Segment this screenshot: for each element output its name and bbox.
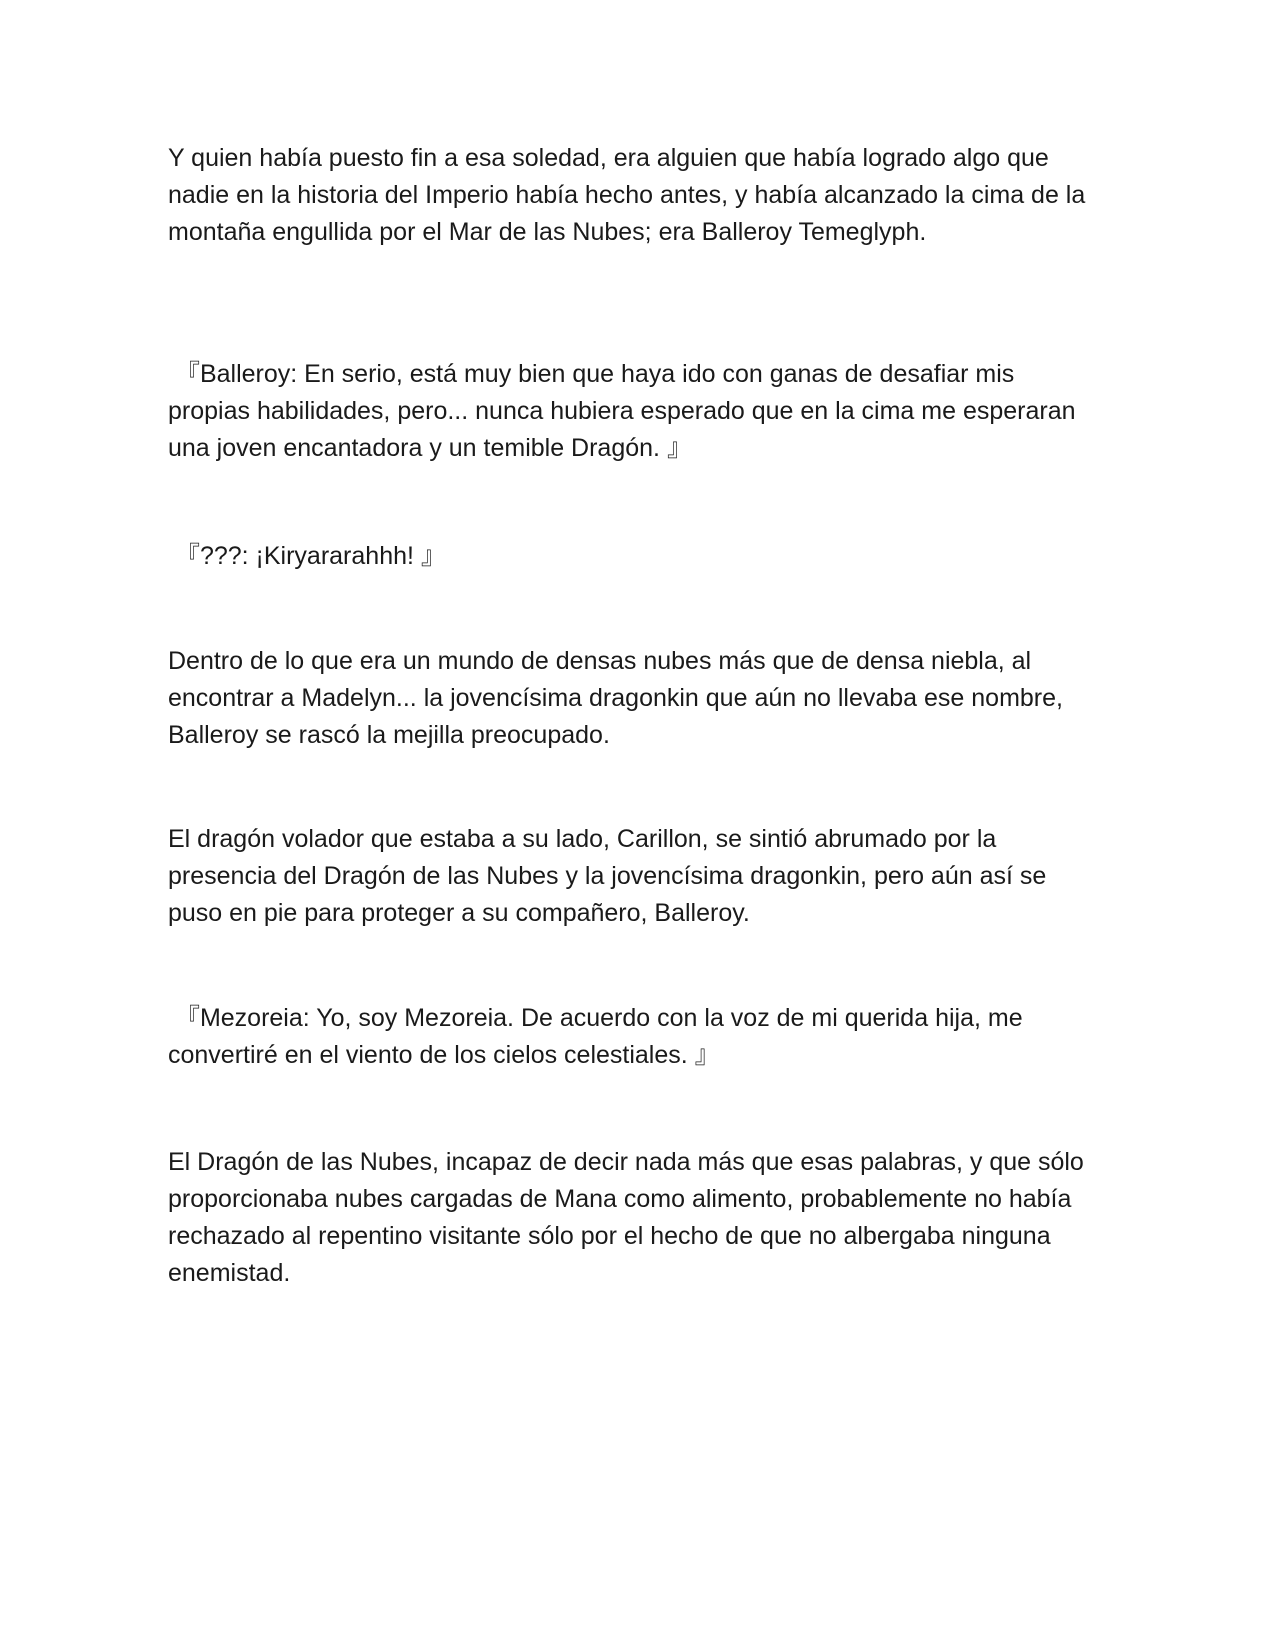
paragraph-narration-3: El dragón volador que estaba a su lado, Carillon, se sintió abrumado por la presencia del Dragón de las Nubes y la jovencísima dragonkin, pero aún así se puso en pie para proteger a su compañero, Balleroy.: [168, 825, 1047, 927]
paragraph-dialogue-balleroy: 『Balleroy: En serio, está muy bien que haya ido con ganas de desafiar mis propias habilidades, pero... nunca hubiera esperado que en la cima me esperaran una joven encantadora y un temible Dragón. 』: [168, 360, 1076, 462]
paragraph-narration-4: El Dragón de las Nubes, incapaz de decir nada más que esas palabras, y que sólo proporcionaba nubes cargadas de Mana como alimento, probablemente no había rechazado al repentino visitante sólo por el hecho de que no albergaba ninguna enemistad.: [168, 1148, 1084, 1287]
paragraph-narration-2: Dentro de lo que era un mundo de densas nubes más que de densa niebla, al encontrar a Madelyn... la jovencísima dragonkin que aún no llevaba ese nombre, Balleroy se rascó la mejilla preocupado.: [168, 647, 1063, 749]
paragraph-dialogue-unknown: 『???: ¡Kiryararahhh! 』: [168, 542, 446, 570]
paragraph-narration-1: Y quien había puesto fin a esa soledad, era alguien que había logrado algo que nadie en la historia del Imperio había hecho antes, y había alcanzado la cima de la montaña engullida por el Mar de las Nubes; era Balleroy Temeglyph.: [168, 144, 1086, 246]
paragraph-dialogue-mezoreia: 『Mezoreia: Yo, soy Mezoreia. De acuerdo con la voz de mi querida hija, me convertiré en el viento de los cielos celestiales. 』: [168, 1004, 1023, 1069]
